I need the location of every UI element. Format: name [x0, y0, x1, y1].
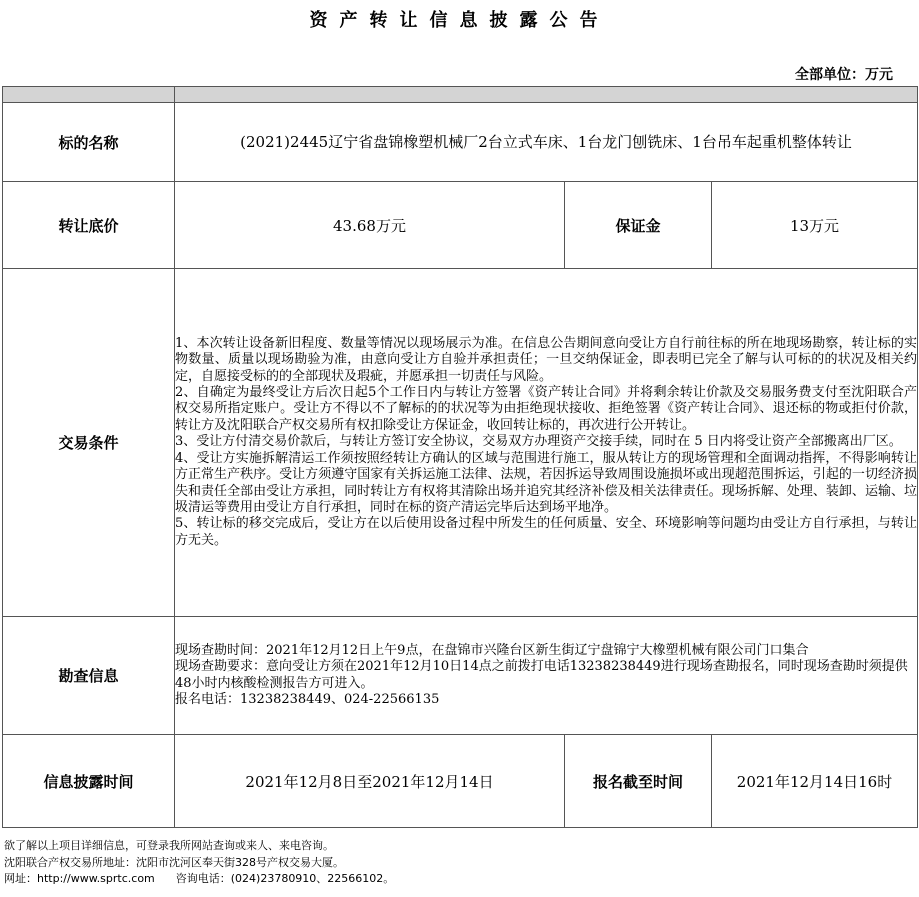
table-header-bar	[3, 87, 918, 103]
deadline-label: 报名截至时间	[565, 735, 712, 828]
condition-item: 5、转让标的移交完成后，受让方在以后使用设备过程中所发生的任何质量、安全、环境影响等问题均由受让方自行承担，与转让方无关。	[175, 516, 918, 548]
condition-item: 3、受让方付清交易价款后，与转让方签订安全协议，交易双方办理资产交接手续，同时在 5 日内将受让资产全部搬离出厂区。	[175, 434, 902, 450]
header-bar-cell-left	[3, 87, 175, 103]
disclosure-time-value: 2021年12月8日至2021年12月14日	[175, 735, 565, 828]
inspection-label: 勘查信息	[3, 617, 175, 735]
footer-line-contact: 网址：http://www.sprtc.com 咨询电话：(024)23780910、22566102。	[4, 872, 395, 885]
inspection-line: 现场查勘要求：意向受让方须在2021年12月10日14点之前拨打电话13238238449进行现场查勘报名，同时现场查勘时须提供48小时内核酸检测报告方可进入。	[175, 659, 908, 691]
condition-item: 4、受让方实施拆解清运工作须按照经转让方确认的区域与范围进行施工，服从转让方的现场管理和全面调动指挥，不得影响转让方正常生产秩序。受让方须遵守国家有关拆运施工法律、法规，若因拆运导致周围设施损坏或出现超范围拆运，引起的一切经济损失和责任全部由受让方承担，同时转让方有权将其清除出场并追究其经济补偿及相关法律责任。现场拆解、处理、装卸、运输、垃圾清运等费用由受让方自行承担，同时在标的资产清运完毕后达到场平地净。	[175, 450, 918, 515]
footer-line-address: 沈阳联合产权交易所地址：沈阳市沈河区奉天街328号产权交易大厦。	[4, 855, 344, 869]
conditions-value	[175, 269, 918, 617]
row-price	[3, 182, 918, 269]
footer-line-inquiry: 欲了解以上项目详细信息，可登录我所网站查询或来人、来电咨询。	[4, 839, 334, 852]
conditions-label: 交易条件	[3, 269, 175, 617]
unit-label: 全部单位：万元	[795, 67, 893, 83]
price-label: 转让底价	[3, 182, 175, 269]
page-title: 资产转让信息披露公告	[309, 10, 610, 31]
inspection-line: 现场查勘时间：2021年12月12日上午9点，在盘锦市兴隆台区新生街辽宁盘锦宁大橡塑机械有限公司门口集合	[175, 642, 809, 658]
condition-item: 1、本次转让设备新旧程度、数量等情况以现场展示为准。在信息公告期间意向受让方自行前往标的所在地现场勘察，转让标的实物数量、质量以现场勘验为准，由意向受让方自验并承担责任；一旦交纳保证金，即表明已完全了解与认可标的的状况及相关约定，自愿接受标的的全部现状及瑕疵，并愿承担一切责任与风险。	[175, 335, 918, 384]
row-conditions	[3, 269, 918, 617]
row-disclosure-time	[3, 735, 918, 828]
inspection-line: 报名电话：13238238449、024-22566135	[175, 691, 440, 707]
row-inspection	[3, 617, 918, 735]
deposit-label: 保证金	[565, 182, 712, 269]
deposit-value: 13万元	[712, 182, 918, 269]
asset-name-label: 标的名称	[3, 103, 175, 182]
footer-notes	[4, 838, 394, 888]
disclosure-time-label: 信息披露时间	[3, 735, 175, 828]
price-value: 43.68万元	[175, 182, 565, 269]
disclosure-table	[2, 86, 918, 828]
condition-item: 2、自确定为最终受让方后次日起5个工作日内与转让方签署《资产转让合同》并将剩余转让价款及交易服务费支付至沈阳联合产权交易所指定账户。受让方不得以不了解标的的状况等为由拒绝现状接收、拒绝签署《资产转让合同》、退还标的物或拒付价款，转让方及沈阳联合产权交易所有权扣除受让方保证金，收回转让标的，再次进行公开转让。	[175, 385, 918, 433]
row-asset-name	[3, 103, 918, 182]
inspection-value	[175, 617, 918, 735]
asset-name-value: (2021)2445辽宁省盘锦橡塑机械厂2台立式车床、1台龙门刨铣床、1台吊车起重机整体转让	[175, 103, 918, 182]
deadline-value: 2021年12月14日16时	[712, 735, 918, 828]
header-bar-cell-right	[175, 87, 918, 103]
